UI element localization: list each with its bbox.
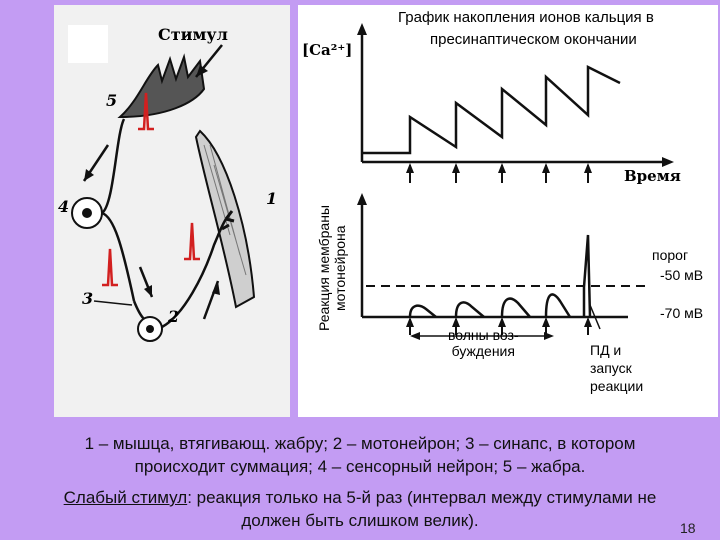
stimulus-arrows-top — [410, 165, 588, 183]
weak-stimulus-note — [40, 486, 680, 532]
marker-5: 5 — [106, 91, 118, 110]
membrane-label: Реакция мембраны мотонейрона — [316, 205, 348, 331]
waves-label: волны воз- буждения — [448, 327, 519, 359]
chart-title-line1: График накопления ионов кальция в — [398, 9, 654, 26]
threshold-label: порог — [652, 247, 689, 263]
marker-4: 4 — [58, 197, 70, 216]
threshold-value: -50 мВ — [660, 267, 704, 283]
chart-title-line2: пресинаптическом окончании — [430, 31, 637, 48]
marker-2: 2 — [168, 307, 180, 326]
y-axis-label: [Ca²⁺] — [302, 41, 353, 59]
gill-shape — [120, 57, 204, 117]
reflex-circuit-drawing — [54, 5, 290, 417]
spike-icon-motor — [184, 223, 200, 259]
figure-legend: 1 – мышца, втягивающ. жабру; 2 – мотонейрон; 3 – синапс, в котором происходит суммация; 4 – сенсорный нейрон; 5 – жабра. — [84, 434, 636, 476]
ap-label: ПД и запуск реакции — [590, 342, 644, 394]
marker-1: 1 — [266, 189, 278, 208]
weak-stimulus-term: Слабый стимул — [63, 488, 188, 507]
stimulus-label: Стимул — [158, 25, 228, 44]
slide-number: 18 — [680, 520, 696, 536]
rest-value: -70 мВ — [660, 305, 704, 321]
weak-stimulus-text: : реакция только на 5-й раз (интервал между стимулами не должен быть слишком велик). — [187, 488, 657, 530]
excitation-waves — [410, 294, 570, 317]
spike-icon-sensory — [102, 249, 118, 285]
reflex-circuit-figure — [54, 5, 290, 417]
x-axis-label: Время — [624, 167, 681, 185]
marker-3: 3 — [82, 289, 94, 308]
calcium-trace — [362, 67, 620, 153]
action-potential — [584, 235, 590, 317]
calcium-response-figure — [298, 5, 718, 417]
